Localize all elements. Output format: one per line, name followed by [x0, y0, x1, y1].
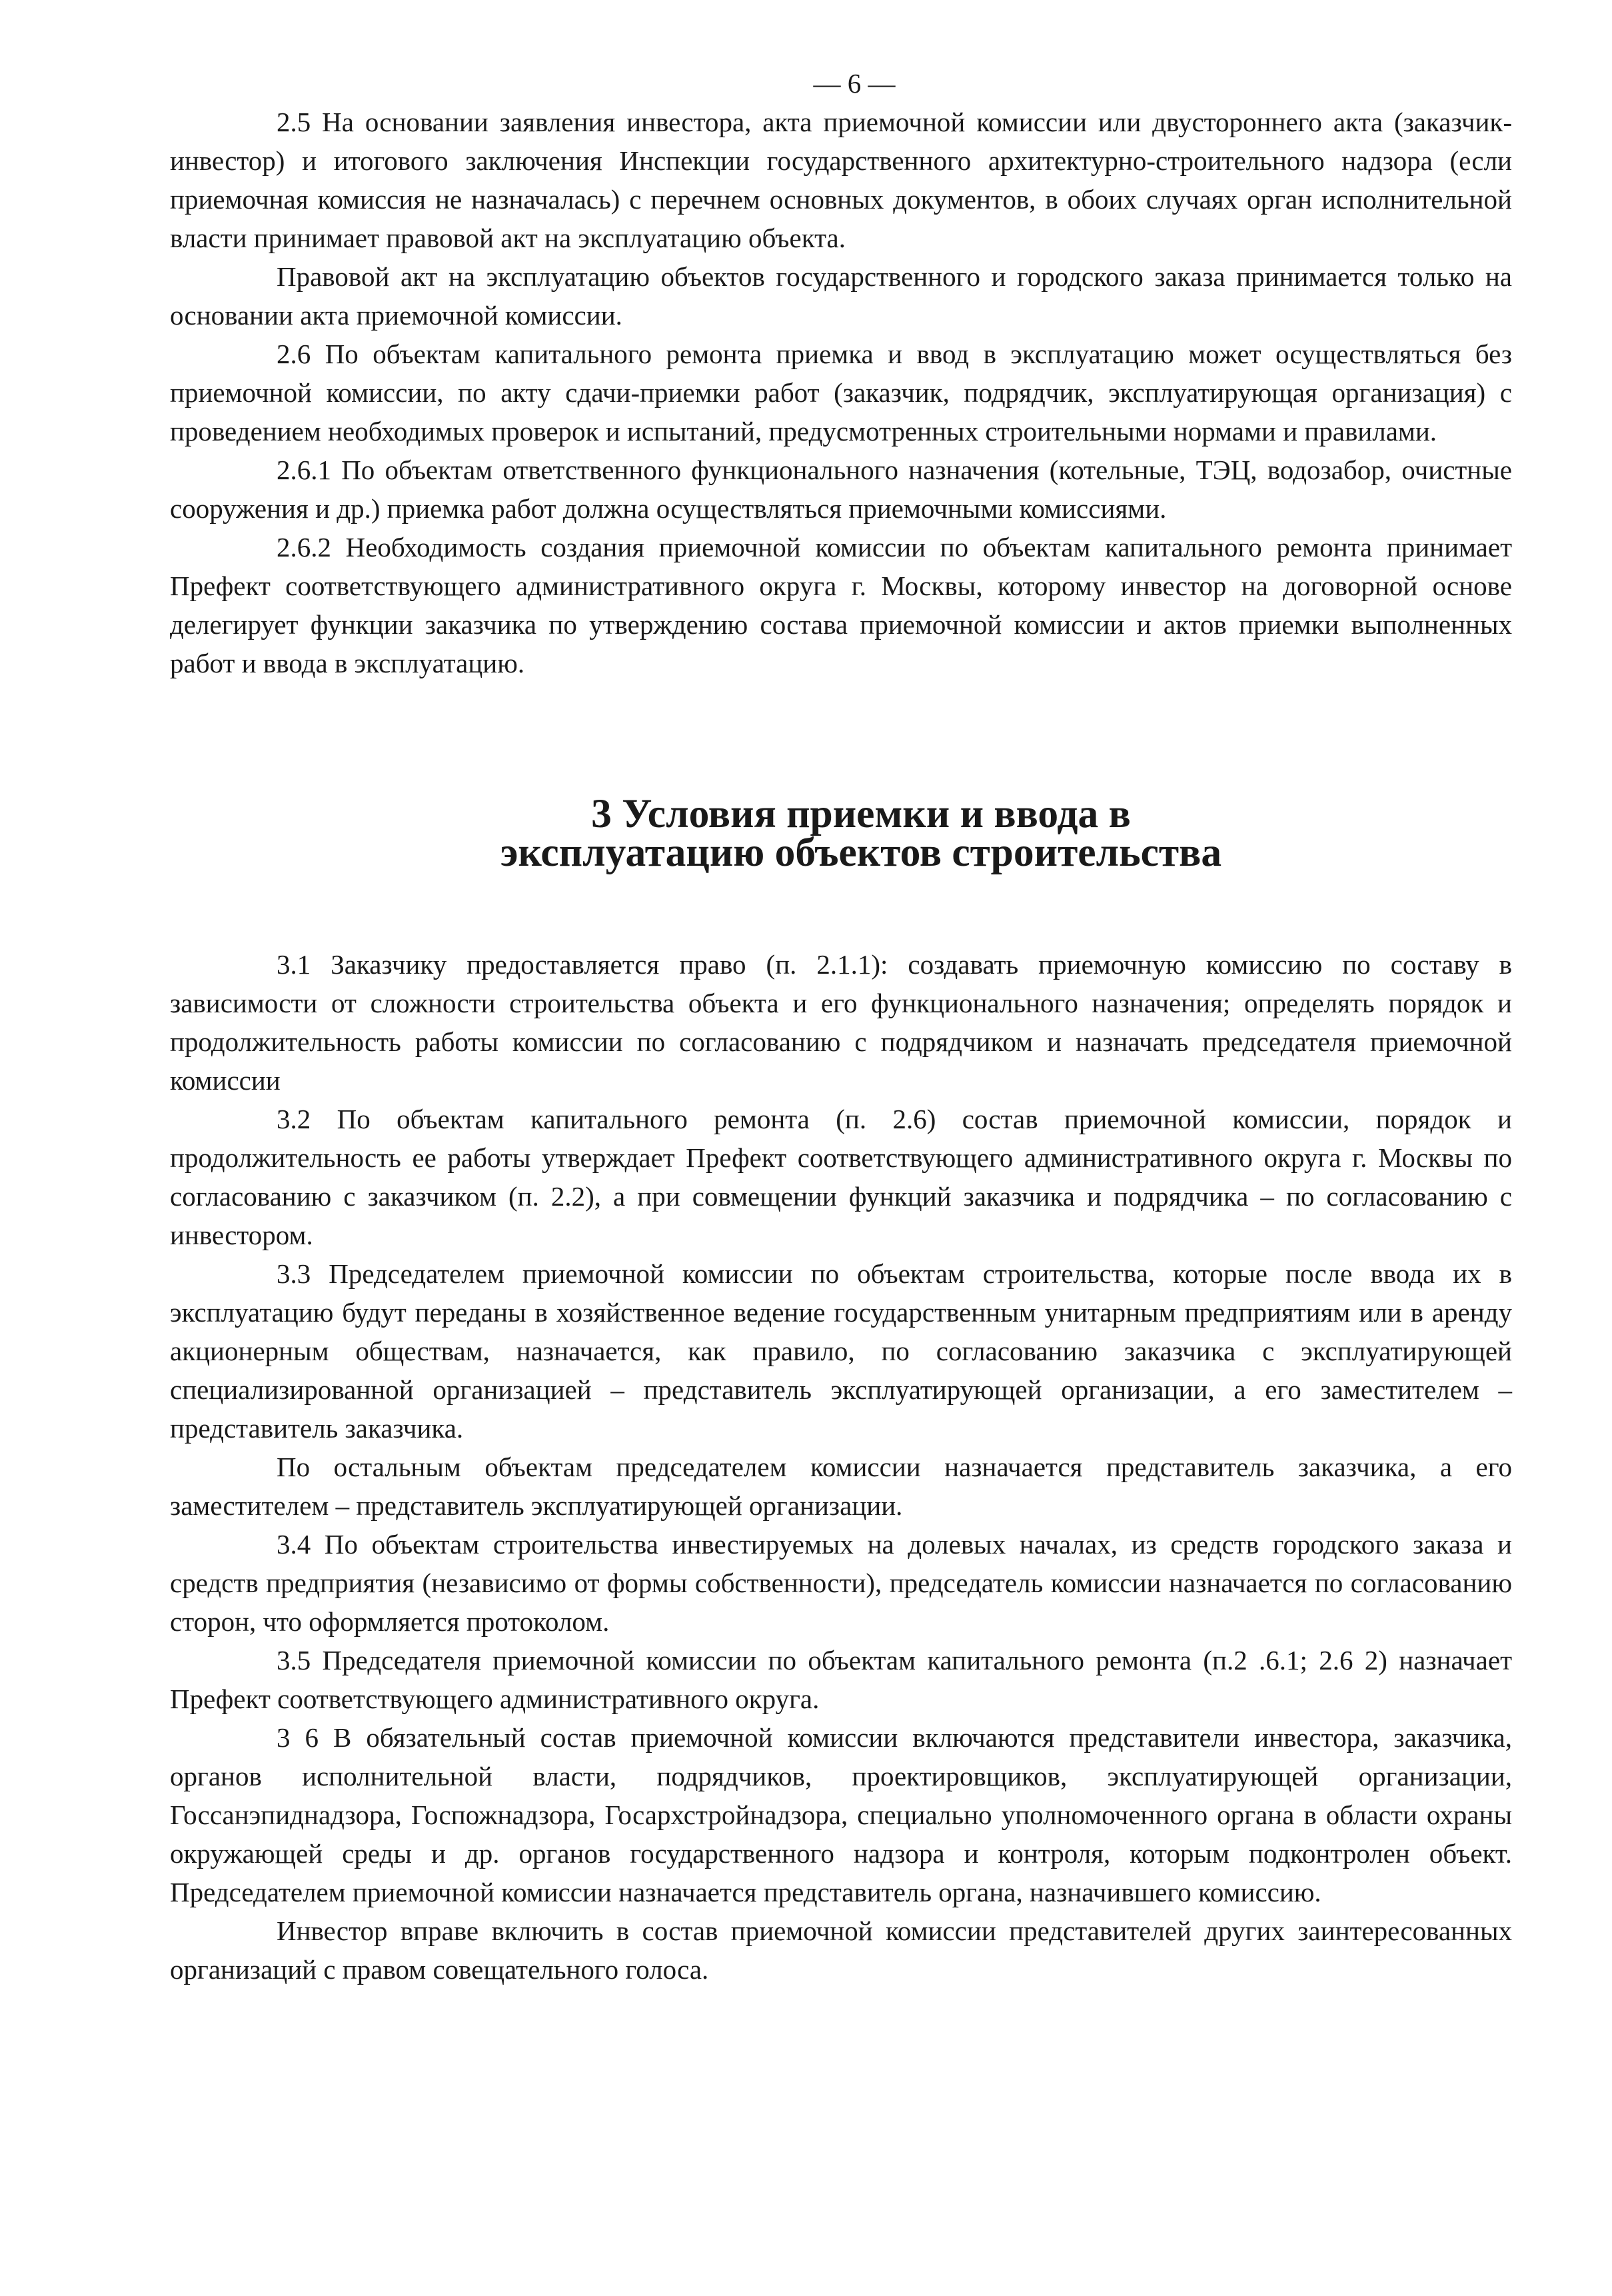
paragraph-3-5: 3.5 Председателя приемочной комиссии по объектам капитального ремонта (п.2 .6.1; 2.6 2) назначает Префект соответствующего административного округа.: [170, 1645, 1512, 1714]
section-heading: [170, 791, 1512, 875]
page-number: — 6 —: [813, 68, 896, 99]
paragraph-3-1: 3.1 Заказчику предоставляется право (п. 2.1.1): создавать приемочную комиссию по составу в зависимости от сложности строительства объекта и его функционального назначения; определять порядок и продолжительность работы комиссии по согласованию с подрядчиком и назначать председателя приемочной комиссии: [170, 949, 1512, 1096]
paragraph-2-6-1: 2.6.1 По объектам ответственного функционального назначения (котельные, ТЭЦ, водозабор, очистные сооружения и др.) приемка работ должна осуществляться приемочными комиссиями.: [170, 455, 1512, 524]
paragraph-other-objects: По остальным объектам председателем комиссии назначается представитель заказчика, а его заместителем – представитель эксплуатирующей организации.: [170, 1452, 1512, 1521]
section-spacer: [170, 682, 1512, 794]
section-heading-line-1: 3 Условия приемки и ввода в: [591, 791, 1131, 836]
paragraph-3-3: 3.3 Председателем приемочной комиссии по объектам строительства, которые после ввода их в эксплуатацию будут переданы в хозяйственное ведение государственным унитарным предприятиям или в аренду акционерным обществам, назначается, как правило, по согласованию заказчика с эксплуатирующей специализированной организацией – представитель эксплуатирующей организации, а его заместителем – представитель заказчика.: [170, 1258, 1512, 1444]
paragraph-2-6-2: 2.6.2 Необходимость создания приемочной комиссии по объектам капитального ремонта принимает Префект соответствующего административного округа г. Москвы, которому инвестор на договорной основе делегирует функции заказчика по утверждению состава приемочной комиссии и актов приемки выполненных работ и ввода в эксплуатацию.: [170, 532, 1512, 678]
section-heading-line-2: эксплуатацию объектов строительства: [500, 830, 1222, 875]
paragraph-2-6: 2.6 По объектам капитального ремонта приемка и ввод в эксплуатацию может осуществляться без приемочной комиссии, по акту сдачи-приемки работ (заказчик, подрядчик, эксплуатирующая организация) с проведением необходимых проверок и испытаний, предусмотренных строительными нормами и правилами.: [170, 339, 1512, 447]
paragraph-legal-act: Правовой акт на эксплуатацию объектов государственного и городского заказа принимается только на основании акта приемочной комиссии.: [170, 261, 1512, 331]
paragraph-3-6: 3 6 В обязательный состав приемочной комиссии включаются представители инвестора, заказчика, органов исполнительной власти, подрядчиков, проектировщиков, эксплуатирующей организации, Госсанэпиднадзора, Госпожнадзора, Госархстройнадзора, специально уполномоченного органа в области охраны окружающей среды и др. органов государственного надзора и контроля, которым подконтролен объект. Председателем приемочной комиссии назначается представитель органа, назначившего комиссию.: [170, 1722, 1512, 1907]
section-spacer: [170, 872, 1512, 945]
paragraph-3-2: 3.2 По объектам капитального ремонта (п. 2.6) состав приемочной комиссии, порядок и продолжительность ее работы утверждает Префект соответствующего административного округа г. Москвы по согласованию с заказчиком (п. 2.2), а при совмещении функций заказчика и подрядчика – по согласованию с инвестором.: [170, 1104, 1512, 1250]
paragraph-2-5: 2.5 На основании заявления инвестора, акта приемочной комиссии или двустороннего акта (заказчик-инвестор) и итогового заключения Инспекции государственного архитектурно-строительного надзора (если приемочная комиссия не назначалась) с перечнем основных документов, в обоих случаях орган исполнительной власти принимает правовой акт на эксплуатацию объекта.: [170, 107, 1512, 253]
paragraph-3-4: 3.4 По объектам строительства инвестируемых на долевых началах, из средств городского заказа и средств предприятия (независимо от формы собственности), председатель комиссии назначается по согласованию сторон, что оформляется протоколом.: [170, 1529, 1512, 1637]
paragraph-investor: Инвестор вправе включить в состав приемочной комиссии представителей других заинтересованных организаций с правом совещательного голоса.: [170, 1915, 1512, 1985]
